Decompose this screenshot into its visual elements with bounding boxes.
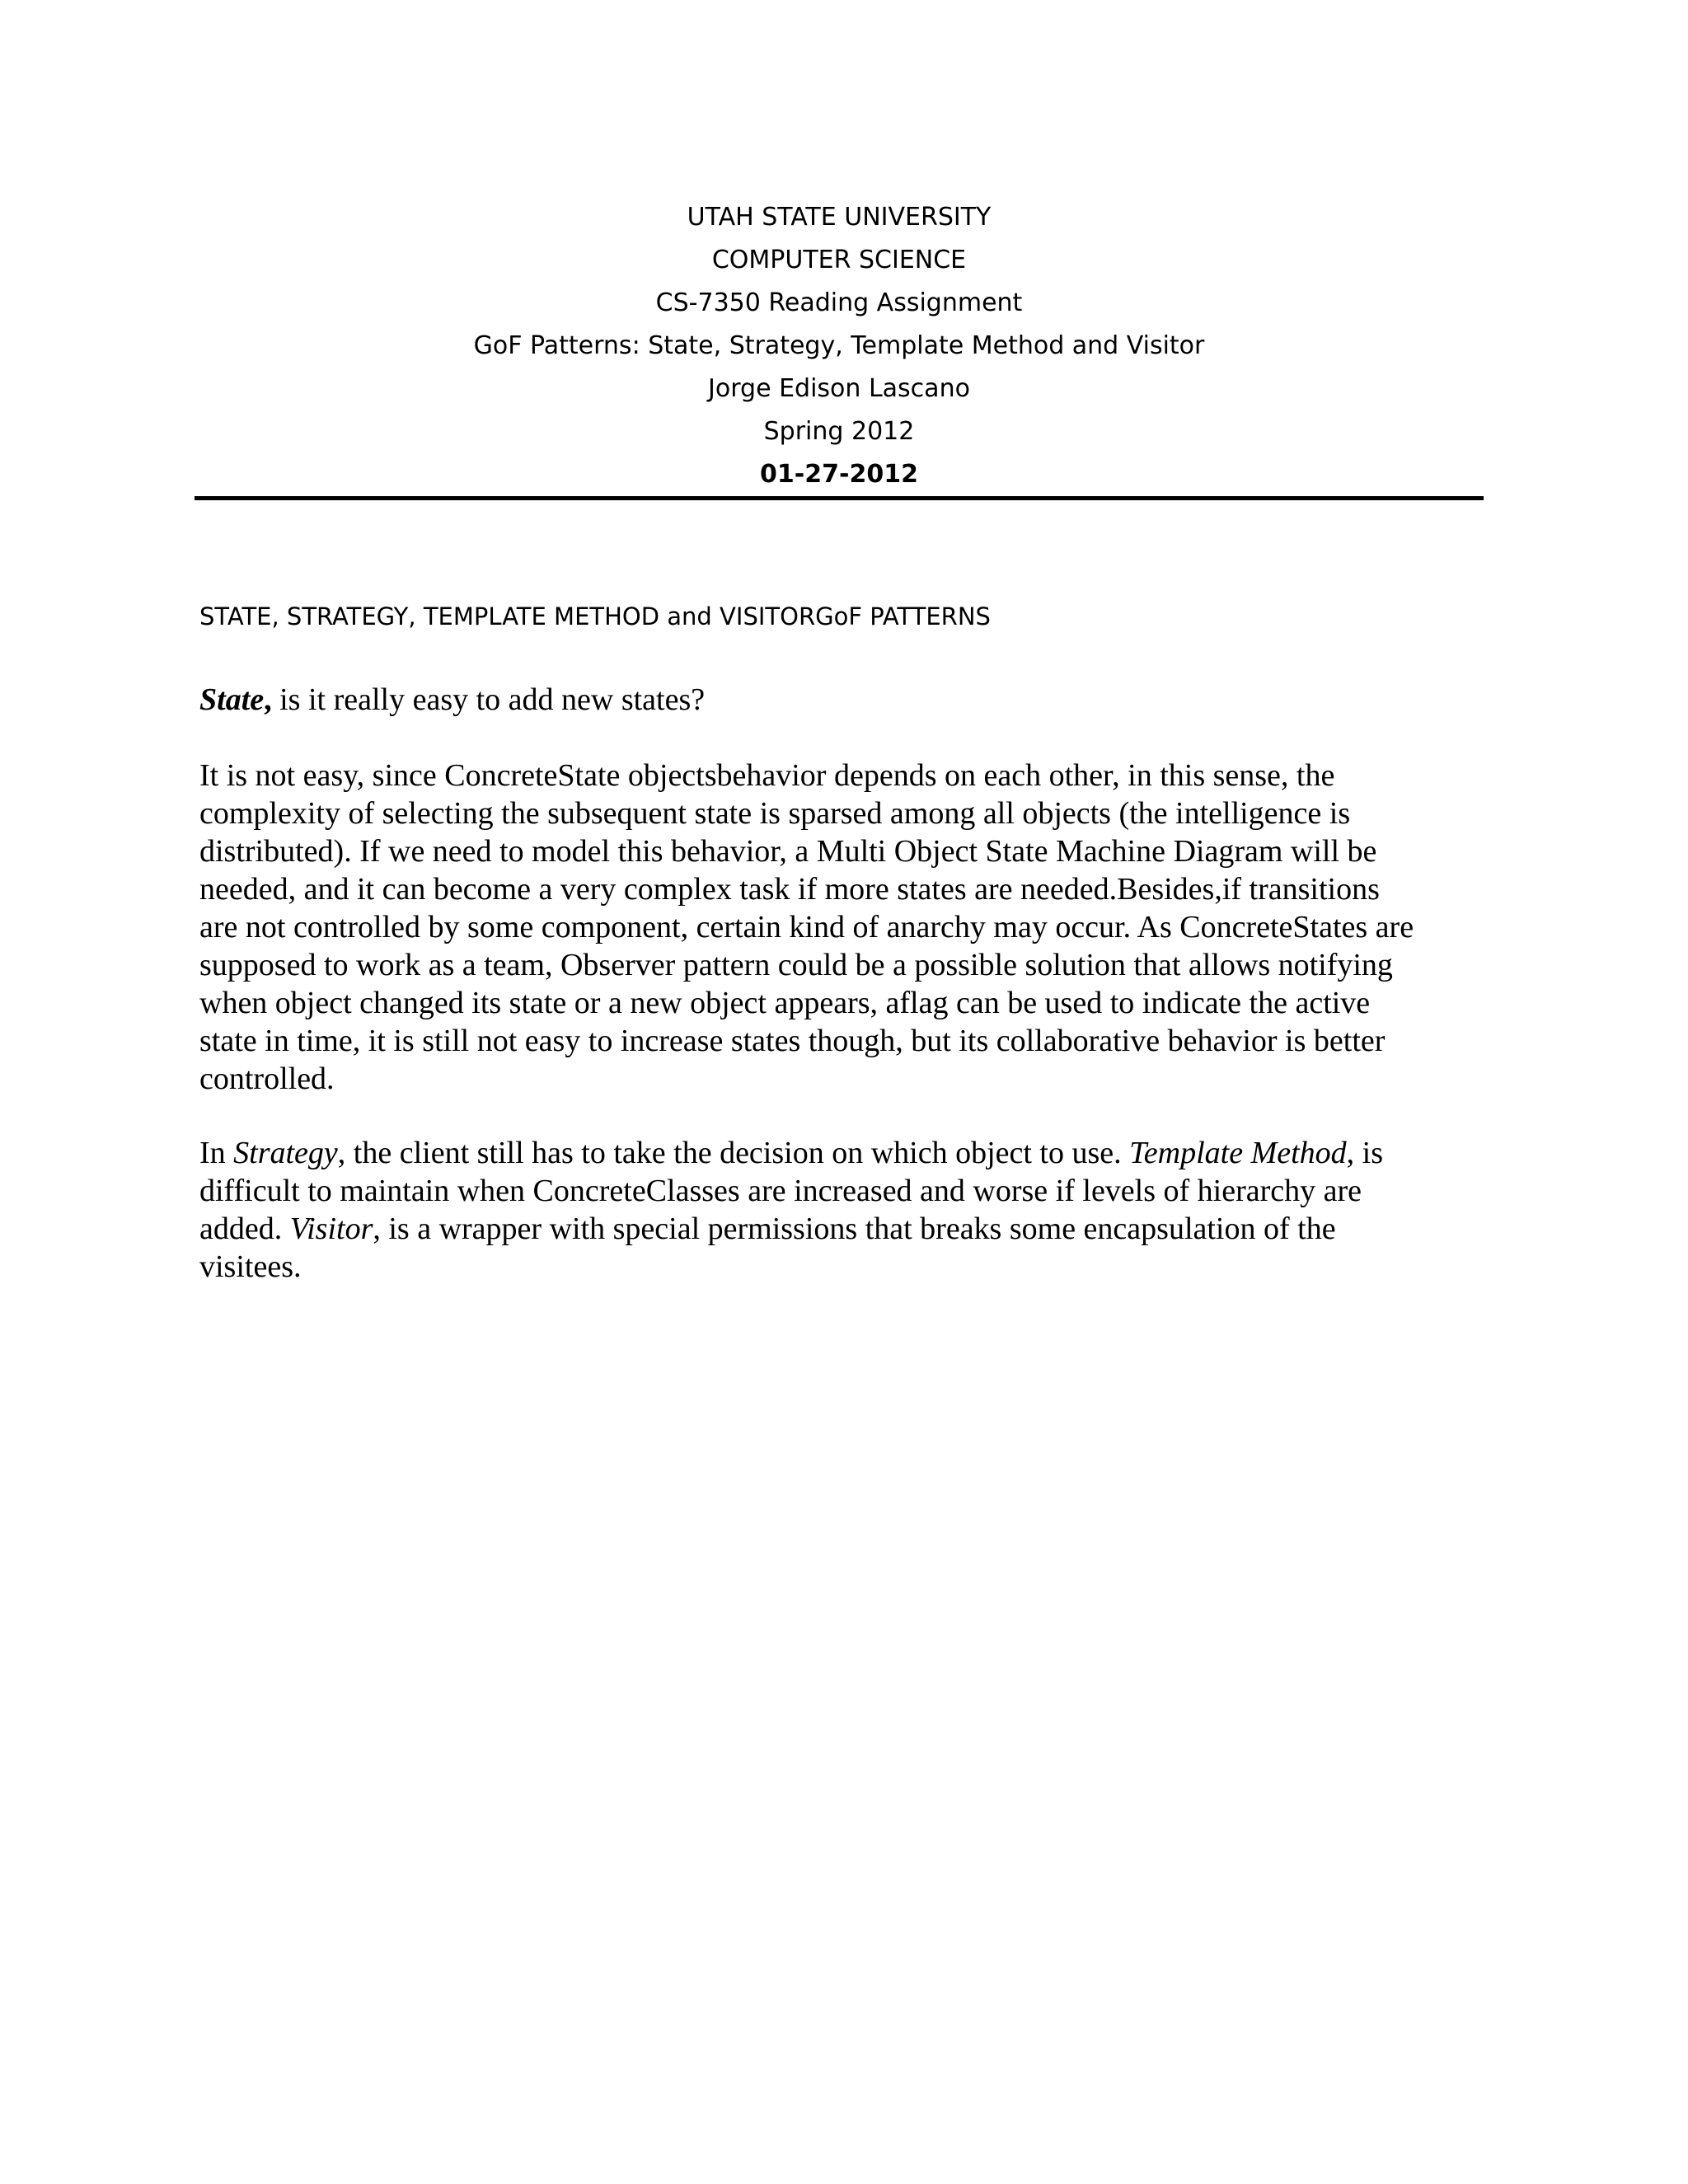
paragraph-line [199,1134,1485,1172]
question-comma: , [264,682,272,717]
term: Spring 2012 [763,417,915,446]
author-name: Jorge Edison Lascano [708,374,970,403]
question-text: is it really easy to add new states? [271,682,706,717]
paragraph-line: visitees. [199,1249,302,1284]
paragraph-line: complexity of selecting the subsequent state is sparsed among all objects (the intelligence is [199,796,1351,831]
paragraph-line: controlled. [199,1062,335,1096]
course-title: CS-7350 Reading Assignment [655,288,1023,317]
university-name: UTAH STATE UNIVERSITY [687,203,992,232]
text-run: , is a wrapper with special permissions that breaks some encapsulation of the [373,1212,1336,1246]
paragraph-line: supposed to work as a team, Observer pattern could be a possible solution that allows notifying [199,948,1393,982]
term-visitor: Visitor [289,1212,373,1246]
document-date: 01-27-2012 [760,460,918,489]
question-term: State [199,682,265,717]
paragraph-line: state in time, it is still not easy to increase states though, but its collaborative behavior is better [199,1024,1386,1058]
term-strategy: Strategy [233,1136,338,1170]
text-run: , the client still has to take the decision on which object to use. [337,1136,1130,1170]
paragraph-line: are not controlled by some component, certain kind of anarchy may occur. As ConcreteStates are [199,910,1414,944]
header-divider [195,496,1484,500]
assignment-topic: GoF Patterns: State, Strategy, Template Method and Visitor [473,331,1205,360]
department-name: COMPUTER SCIENCE [711,246,967,274]
title-block [195,196,1484,496]
text-run: , is [1346,1136,1384,1170]
question-state [199,681,1485,719]
paragraph-strategy-template-visitor [199,1134,1485,1286]
paragraph-line: difficult to maintain when ConcreteClasses are increased and worse if levels of hierarchy are [199,1174,1362,1208]
paragraph-line: It is not easy, since ConcreteState objectsbehavior depends on each other, in this sense, the [199,758,1335,793]
paragraph-line: when object changed its state or a new object appears, aflag can be used to indicate the active [199,986,1371,1020]
text-run: added. [199,1212,290,1246]
paragraph-line: distributed). If we need to model this behavior, a Multi Object State Machine Diagram will be [199,834,1377,869]
section-title: STATE, STRATEGY, TEMPLATE METHOD and VISITORGoF PATTERNS [199,602,991,630]
paragraph-line [199,1210,1485,1248]
paragraph-line: needed, and it can become a very complex task if more states are needed.Besides,if transitions [199,872,1380,907]
paragraph-state [199,757,1485,1098]
term-template-method: Template Method [1129,1136,1347,1170]
text-run: In [199,1136,234,1170]
